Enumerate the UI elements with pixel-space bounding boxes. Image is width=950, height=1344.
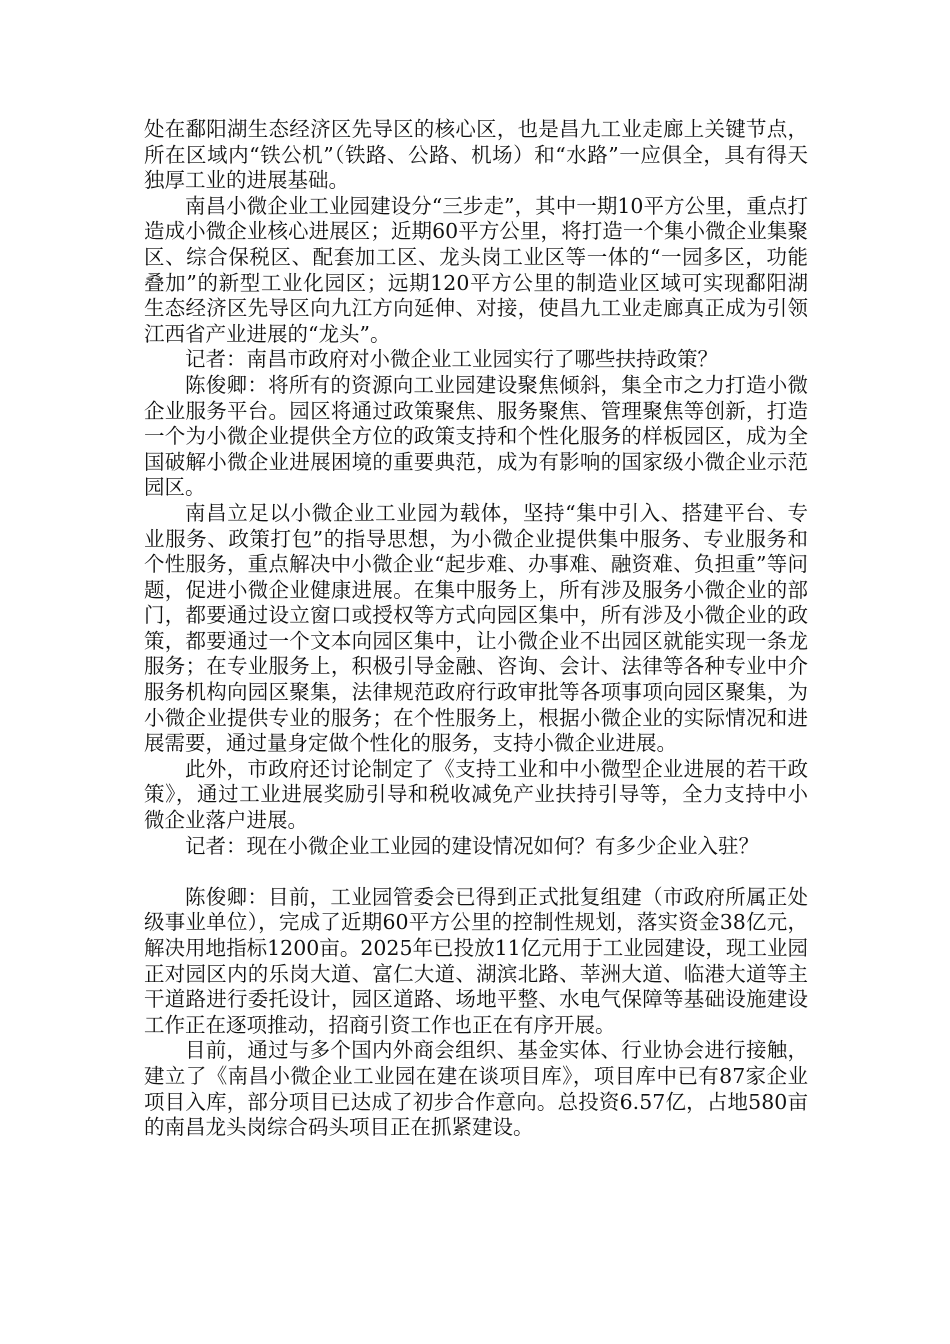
paragraph-project-library: 目前，通过与多个国内外商会组织、基金实体、行业协会进行接触，建立了《南昌小微企业工业园在建在谈项目库》，项目库中已有87家企业项目入库，部分项目已达成了初步合作意向。总投资6.57亿，占地580亩的南昌龙头岗综合码头项目正在抓紧建设。 — [144, 1038, 808, 1140]
document-body — [144, 117, 808, 1141]
paragraph-service-platform: 南昌立足以小微企业工业园为载体，坚持“集中引入、搭建平台、专业服务、政策打包”的指导思想，为小微企业提供集中服务、专业服务和个性服务，重点解决中小微企业“起步难、办事难、融资难、负担重”等问题，促进小微企业健康进展。在集中服务上，所有涉及服务小微企业的部门，都要通过设立窗口或授权等方式向园区集中，所有涉及小微企业的政策，都要通过一个文本向园区集中，让小微企业不出园区就能实现一条龙服务；在专业服务上，积极引导金融、咨询、会计、法律等各种专业中介服务机构向园区聚集，法律规范政府行政审批等各项事项向园区聚集，为小微企业提供专业的服务；在个性服务上，根据小微企业的实际情况和进展需要，通过量身定做个性化的服务，支持小微企业进展。 — [144, 500, 808, 756]
paragraph-three-steps: 南昌小微企业工业园建设分“三步走”，其中一期10平方公里，重点打造成小微企业核心进展区；近期60平方公里，将打造一个集小微企业集聚区、综合保税区、配套加工区、龙头岗工业区等一体的“一园多区，功能叠加”的新型工业化园区；远期120平方公里的制造业区域可实现鄱阳湖生态经济区先导区向九江方向延伸、对接，使昌九工业走廊真正成为引领江西省产业进展的“龙头”。 — [144, 193, 808, 346]
paragraph-policy-document: 此外，市政府还讨论制定了《支持工业和中小微型企业进展的若干政策》，通过工业进展奖励引导和税收减免产业扶持引导等，全力支持中小微企业落户进展。 — [144, 756, 808, 833]
paragraph-intro-location: 处在鄱阳湖生态经济区先导区的核心区，也是昌九工业走廊上关键节点，所在区域内“铁公机”（铁路、公路、机场）和“水路”一应俱全，具有得天独厚工业的进展基础。 — [144, 117, 808, 193]
paragraph-question-policies: 记者：南昌市政府对小微企业工业园实行了哪些扶持政策？ — [185, 347, 718, 372]
paragraph-answer-progress: 陈俊卿：目前，工业园管委会已得到正式批复组建（市政府所属正处级事业单位），完成了近期60平方公里的控制性规划，落实资金38亿元，解决用地指标1200亩。2025年已投放11亿元用于工业园建设，现工业园正对园区内的乐岗大道、富仁大道、湖滨北路、莘洲大道、临港大道等主干道路进行委托设计，园区道路、场地平整、水电气保障等基础设施建设工作正在逐项推动，招商引资工作也正在有序开展。 — [144, 884, 808, 1037]
paragraph-answer-resources: 陈俊卿：将所有的资源向工业园建设聚焦倾斜，集全市之力打造小微企业服务平台。园区将通过政策聚焦、服务聚焦、管理聚焦等创新，打造一个为小微企业提供全方位的政策支持和个性化服务的样板园区，成为全国破解小微企业进展困境的重要典范，成为有影响的国家级小微企业示范园区。 — [144, 372, 808, 500]
paragraph-question-progress: 记者：现在小微企业工业园的建设情况如何？有多少企业入驻？ — [185, 833, 759, 858]
